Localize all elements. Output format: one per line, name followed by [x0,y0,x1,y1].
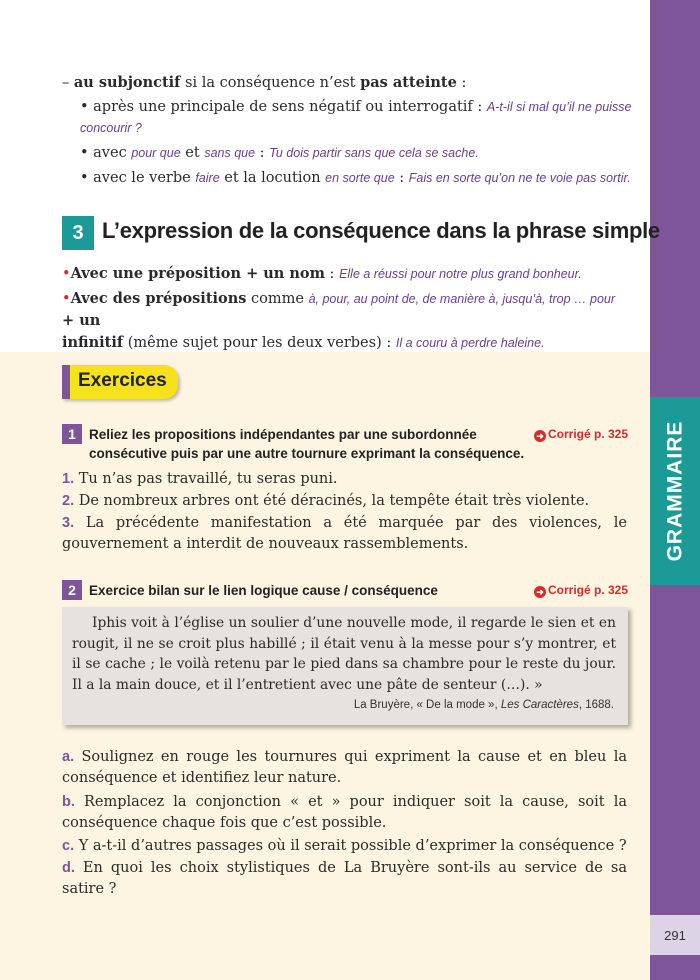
section-item-2: •Avec des prépositions comme à, pour, au point de, de manière à, jusqu’à, trop … pour + un infinitif (même sujet pour les deux verbes) : Il a couru à perdre haleine. [62,290,616,351]
exercise-2-number: 2 [62,580,82,600]
section-number: 3 [62,216,94,250]
exercise-2-question-d: d. En quoi les choix stylistiques de La Bruyère sont-ils au service de sa satire ? [62,860,627,897]
section-tab [650,397,700,585]
exercise-1-item-2: 2. De nombreux arbres ont été déracinés, la tempête était très violente. [62,493,590,509]
page-number: 291 [650,915,700,955]
arrow-right-icon: ➜ [534,586,546,598]
exercise-1-number: 1 [62,424,82,444]
bullet-faire: • avec le verbe faire et la locution en sorte que : Fais en sorte qu’on ne te voie pas sortir. [80,170,631,186]
subjonctif-line: – au subjonctif si la conséquence n’est pas atteinte : [62,74,467,91]
section-tab-label: GRAMMAIRE [663,420,687,562]
exercises-header-bar [62,365,70,399]
exercise-2-question-c: c. Y a-t-il d’autres passages où il serait possible d’exprimer la conséquence ? [62,838,627,854]
exercise-1-item-3: 3. La précédente manifestation a été marquée par des violences, le gouvernement a interdit de nouveaux rassemblements. [62,515,627,552]
bullet-pour-que: • avec pour que et sans que : Tu dois partir sans que cela se sache. [80,145,479,161]
section-title: L’expression de la conséquence dans la phrase simple [102,218,660,243]
exercise-1-corrige-link[interactable]: ➜ Corrigé p. 325 [534,427,628,442]
exercise-2-question-a: a. Soulignez en rouge les tournures qui expriment la cause et en bleu la conséquence et identifiez leur nature. [62,749,627,786]
exercises-header [62,365,178,399]
exercise-1-instruction: Reliez les propositions indépendantes par une subordonnée consécutive puis par une autre tournure exprimant la conséquence. [89,427,525,461]
exercise-2-corrige-link[interactable]: ➜ Corrigé p. 325 [534,583,628,598]
quote-box [62,607,628,725]
section-item-1: •Avec une préposition + un nom : Elle a réussi pour notre plus grand bonheur. [62,265,582,282]
quote-text: Iphis voit à l’église un soulier d’une nouvelle mode, il regarde le sien et en rougit, il ne se croit plus habillé ; il était venu à la messe pour s’y montrer, et il se cache ; le voilà retenu par le pied dans sa chambre pour le reste du jour. Il a la main douce, et il l’entretient avec une pâte de senteur (…). » [72,615,616,693]
exercise-2-question-b: b. Remplacez la conjonction « et » pour indiquer soit la cause, soit la conséquence chaque fois que c’est possible. [62,794,627,831]
bullet-negatif: • après une principale de sens négatif ou interrogatif : A-t-il si mal qu’il ne puisse concourir ? [80,99,632,135]
quote-source: La Bruyère, « De la mode », Les Caractères, 1688. [353,699,614,711]
exercises-header-label: Exercices [78,370,167,391]
exercise-2-instruction: Exercice bilan sur le lien logique cause / conséquence [89,583,438,598]
exercise-1-item-1: 1. Tu n’as pas travaillé, tu seras puni. [62,471,338,487]
arrow-right-icon: ➜ [534,430,546,442]
